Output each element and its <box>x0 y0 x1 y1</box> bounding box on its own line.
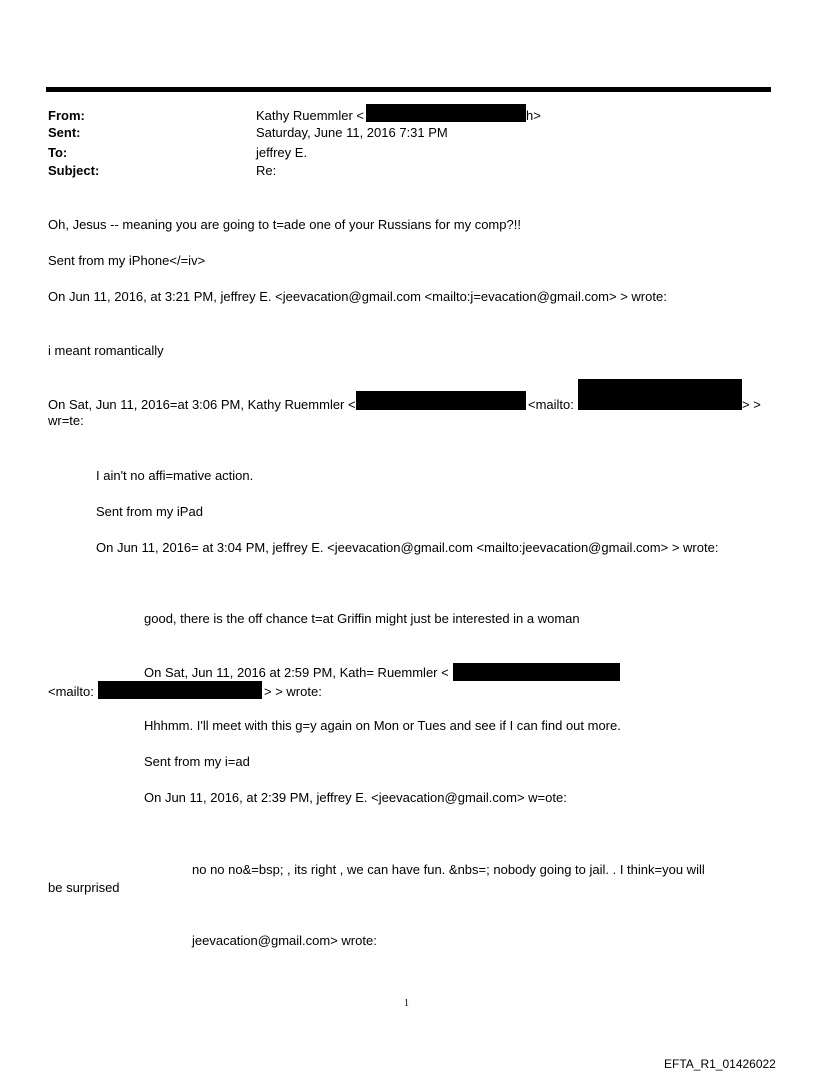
redaction-box <box>578 379 742 410</box>
page-number: 1 <box>404 998 409 1009</box>
body-line: <mailto: <box>528 397 574 412</box>
from-name: Kathy Ruemmler < <box>256 108 365 123</box>
body-line: i meant romantically <box>48 343 164 358</box>
subject-label: Subject: <box>48 163 100 178</box>
to-value: jeffrey E. <box>256 145 308 160</box>
body-line: Oh, Jesus -- meaning you are going to t=ade one of your Russians for my comp?!! <box>48 217 521 232</box>
quote-line: no no no&=bsp; , its right , we can have fun. &nbs=; nobody going to jail. . I think=you will <box>192 862 705 877</box>
quote-line: On Sat, Jun 11, 2016 at 2:59 PM, Kath= Ruemmler < <box>144 665 449 680</box>
sent-label: Sent: <box>48 125 81 140</box>
from-label: From: <box>48 108 85 123</box>
sent-value: Saturday, June 11, 2016 7:31 PM <box>256 125 448 140</box>
quote-line: On Jun 11, 2016, at 2:39 PM, jeffrey E. <jeevacation@gmail.com> w=ote: <box>144 790 567 805</box>
body-line: Sent from my iPhone</=iv> <box>48 253 206 268</box>
document-id: EFTA_R1_01426022 <box>664 1057 776 1071</box>
redaction-box <box>356 391 526 410</box>
redaction-box <box>366 104 526 122</box>
quote-line: > > wrote: <box>264 684 322 699</box>
subject-value: Re: <box>256 163 277 178</box>
header-rule <box>46 87 771 92</box>
quote-line: <mailto: <box>48 684 94 699</box>
from-tail: h> <box>526 108 541 123</box>
body-line: On Jun 11, 2016, at 3:21 PM, jeffrey E. <jeevacation@gmail.com <mailto:j=evacation@gmail.com> > wrote: <box>48 289 667 304</box>
quote-line: jeevacation@gmail.com> wrote: <box>192 933 377 948</box>
quote-line: I ain't no affi=mative action. <box>96 468 254 483</box>
quote-line: good, there is the off chance t=at Griffin might just be interested in a woman <box>144 611 580 626</box>
quote-line: On Jun 11, 2016= at 3:04 PM, jeffrey E. <jeevacation@gmail.com <mailto:jeevacation@gmail.com> > wrote: <box>96 540 719 555</box>
redaction-box <box>98 681 262 699</box>
body-line: > > <box>742 397 761 412</box>
body-line: wr=te: <box>48 413 84 428</box>
quote-line: Sent from my iPad <box>96 504 203 519</box>
to-label: To: <box>48 145 68 160</box>
quote-line: Sent from my i=ad <box>144 754 250 769</box>
redaction-box <box>453 663 620 681</box>
body-line: On Sat, Jun 11, 2016=at 3:06 PM, Kathy Ruemmler < <box>48 397 356 412</box>
quote-line: be surprised <box>48 880 120 895</box>
quote-line: Hhhmm. I'll meet with this g=y again on Mon or Tues and see if I can find out more. <box>144 718 621 733</box>
